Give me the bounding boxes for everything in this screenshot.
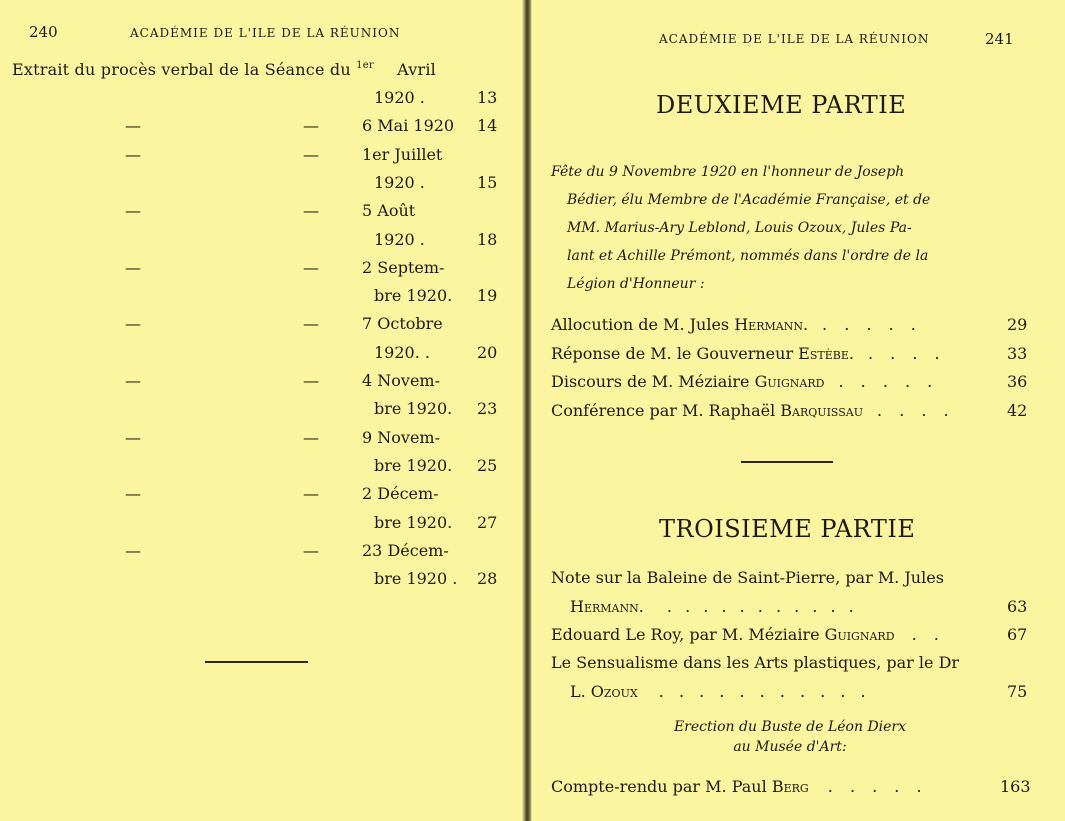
dot-leaders: . . . . . . . . . . . bbox=[658, 682, 871, 701]
final-entry: Compte-rendu par M. Paul Berg . . . . . bbox=[551, 777, 928, 796]
left-page-number: 240 bbox=[29, 23, 58, 41]
dot-leaders: . . . . . bbox=[827, 777, 928, 796]
author-name: Guignard bbox=[754, 372, 825, 391]
session-date: 1er Juillet bbox=[362, 145, 443, 164]
session-date: 2 Septem- bbox=[362, 258, 445, 277]
ditto-dash: — bbox=[125, 484, 141, 503]
session-date: 7 Octobre bbox=[362, 314, 443, 333]
intro-line bbox=[12, 60, 436, 79]
session-date: 1920 . bbox=[374, 88, 425, 107]
part3-entry-1-line2: Hermann. . . . . . . . . . . . bbox=[570, 597, 858, 616]
session-date: 23 Décem- bbox=[362, 541, 449, 560]
dot-leaders: . . bbox=[911, 625, 945, 644]
dot-leaders: . . . . . bbox=[838, 372, 939, 391]
part3-entry-1-line1: Note sur la Baleine de Saint-Pierre, par M. Jules bbox=[551, 568, 944, 587]
part2-entry-page: 36 bbox=[1007, 372, 1028, 391]
part2-entry: Conférence par M. Raphaël Barquissau . . . . bbox=[551, 401, 955, 420]
dot-leaders: . . . . . bbox=[822, 315, 922, 334]
ditto-dash: — bbox=[125, 428, 141, 447]
session-page-number: 25 bbox=[477, 456, 498, 475]
author-name: Hermann bbox=[570, 597, 639, 616]
session-page-number: 23 bbox=[477, 399, 498, 418]
part2-intro-line: lant et Achille Prémont, nommés dans l'ordre de la bbox=[567, 248, 929, 264]
ditto-dash: — bbox=[303, 145, 319, 164]
part2-intro-line: MM. Marius-Ary Leblond, Louis Ozoux, Jules Pa- bbox=[567, 220, 912, 236]
session-date: 1920. . bbox=[374, 343, 430, 362]
session-page-number: 15 bbox=[477, 173, 498, 192]
part2-intro-line: Bédier, élu Membre de l'Académie Française, et de bbox=[567, 192, 931, 208]
ditto-dash: — bbox=[125, 541, 141, 560]
ditto-dash: — bbox=[303, 541, 319, 560]
ditto-dash: — bbox=[125, 201, 141, 220]
left-running-header: ACADÉMIE DE L'ILE DE LA RÉUNION bbox=[130, 26, 401, 40]
part3-title: TROISIEME PARTIE bbox=[659, 515, 916, 543]
author-name: Hermann bbox=[734, 315, 803, 334]
session-page-number: 18 bbox=[477, 230, 498, 249]
session-date: bre 1920 . bbox=[374, 569, 458, 588]
ditto-dash: — bbox=[303, 201, 319, 220]
part2-intro-line: Fête du 9 Novembre 1920 en l'honneur de Joseph bbox=[551, 164, 905, 180]
ditto-dash: — bbox=[125, 371, 141, 390]
session-page-number: 14 bbox=[477, 116, 498, 135]
book-gutter bbox=[522, 0, 532, 821]
session-date: bre 1920. bbox=[374, 286, 453, 305]
part3-entry-2: Edouard Le Roy, par M. Méziaire Guignard . . bbox=[551, 625, 945, 644]
dot-leaders: . . . . bbox=[867, 344, 946, 363]
left-end-rule bbox=[205, 661, 308, 663]
ditto-dash: — bbox=[125, 116, 141, 135]
right-page-number: 241 bbox=[985, 30, 1014, 48]
author-name: Guignard bbox=[824, 625, 895, 644]
session-page-number: 13 bbox=[477, 88, 498, 107]
ditto-dash: — bbox=[303, 258, 319, 277]
erection-heading-line1: Erection du Buste de Léon Dierx bbox=[673, 719, 907, 735]
session-date: 4 Novem- bbox=[362, 371, 440, 390]
section-separator-rule bbox=[741, 461, 833, 463]
part2-entry-page: 33 bbox=[1007, 344, 1028, 363]
session-page-number: 20 bbox=[477, 343, 498, 362]
intro-sup: 1er bbox=[356, 60, 374, 71]
ditto-dash: — bbox=[303, 484, 319, 503]
session-date: bre 1920. bbox=[374, 399, 453, 418]
final-entry-page: 163 bbox=[1000, 777, 1031, 796]
session-page-number: 27 bbox=[477, 513, 498, 532]
part2-intro-line: Légion d'Honneur : bbox=[567, 276, 705, 292]
author-name: Berg bbox=[771, 777, 809, 796]
author-name: Estèbe bbox=[798, 344, 849, 363]
erection-heading-line2: au Musée d'Art: bbox=[733, 739, 847, 755]
part2-intro bbox=[551, 158, 989, 298]
ditto-dash: — bbox=[303, 371, 319, 390]
part3-entry-3-page: 75 bbox=[1007, 682, 1028, 701]
dot-leaders: . . . . . . . . . . . bbox=[666, 597, 858, 616]
part3-entry-3-line2 bbox=[570, 682, 871, 701]
session-date: 2 Décem- bbox=[362, 484, 439, 503]
part2-entry-page: 42 bbox=[1007, 401, 1028, 420]
ditto-dash: — bbox=[303, 428, 319, 447]
ditto-dash: — bbox=[303, 116, 319, 135]
ditto-dash: — bbox=[303, 314, 319, 333]
session-page-number: 28 bbox=[477, 569, 498, 588]
author-name: Barquissau bbox=[780, 401, 864, 420]
ditto-dash: — bbox=[125, 258, 141, 277]
part3-entry-1-page: 63 bbox=[1007, 597, 1028, 616]
author-name: L. Ozoux bbox=[570, 682, 638, 701]
part3-entry-2-page: 67 bbox=[1007, 625, 1028, 644]
session-date: 1920 . bbox=[374, 230, 425, 249]
dot-leaders: . . . . bbox=[877, 401, 955, 420]
session-date: 9 Novem- bbox=[362, 428, 440, 447]
intro-text: Extrait du procès verbal de la Séance du bbox=[12, 60, 351, 79]
session-date: 1920 . bbox=[374, 173, 425, 192]
part2-entry: Réponse de M. le Gouverneur Estèbe. . . . . bbox=[551, 344, 946, 363]
ditto-dash: — bbox=[125, 145, 141, 164]
session-date: 5 Août bbox=[362, 201, 416, 220]
right-page bbox=[533, 0, 1065, 821]
part3-entry-3-line1: Le Sensualisme dans les Arts plastiques, par le Dr bbox=[551, 653, 960, 672]
intro-month: Avril bbox=[397, 60, 436, 79]
part2-entry: Discours de M. Méziaire Guignard . . . . . bbox=[551, 372, 939, 391]
part2-entry-page: 29 bbox=[1007, 315, 1028, 334]
part2-title: DEUXIEME PARTIE bbox=[656, 91, 907, 119]
session-date: bre 1920. bbox=[374, 513, 453, 532]
session-date: bre 1920. bbox=[374, 456, 453, 475]
part2-entry: Allocution de M. Jules Hermann. . . . . . bbox=[551, 315, 922, 334]
ditto-dash: — bbox=[125, 314, 141, 333]
session-date: 6 Mai 1920 bbox=[362, 116, 455, 135]
session-page-number: 19 bbox=[477, 286, 498, 305]
left-page bbox=[0, 0, 527, 821]
right-running-header: ACADÉMIE DE L'ILE DE LA RÉUNION bbox=[659, 32, 930, 46]
